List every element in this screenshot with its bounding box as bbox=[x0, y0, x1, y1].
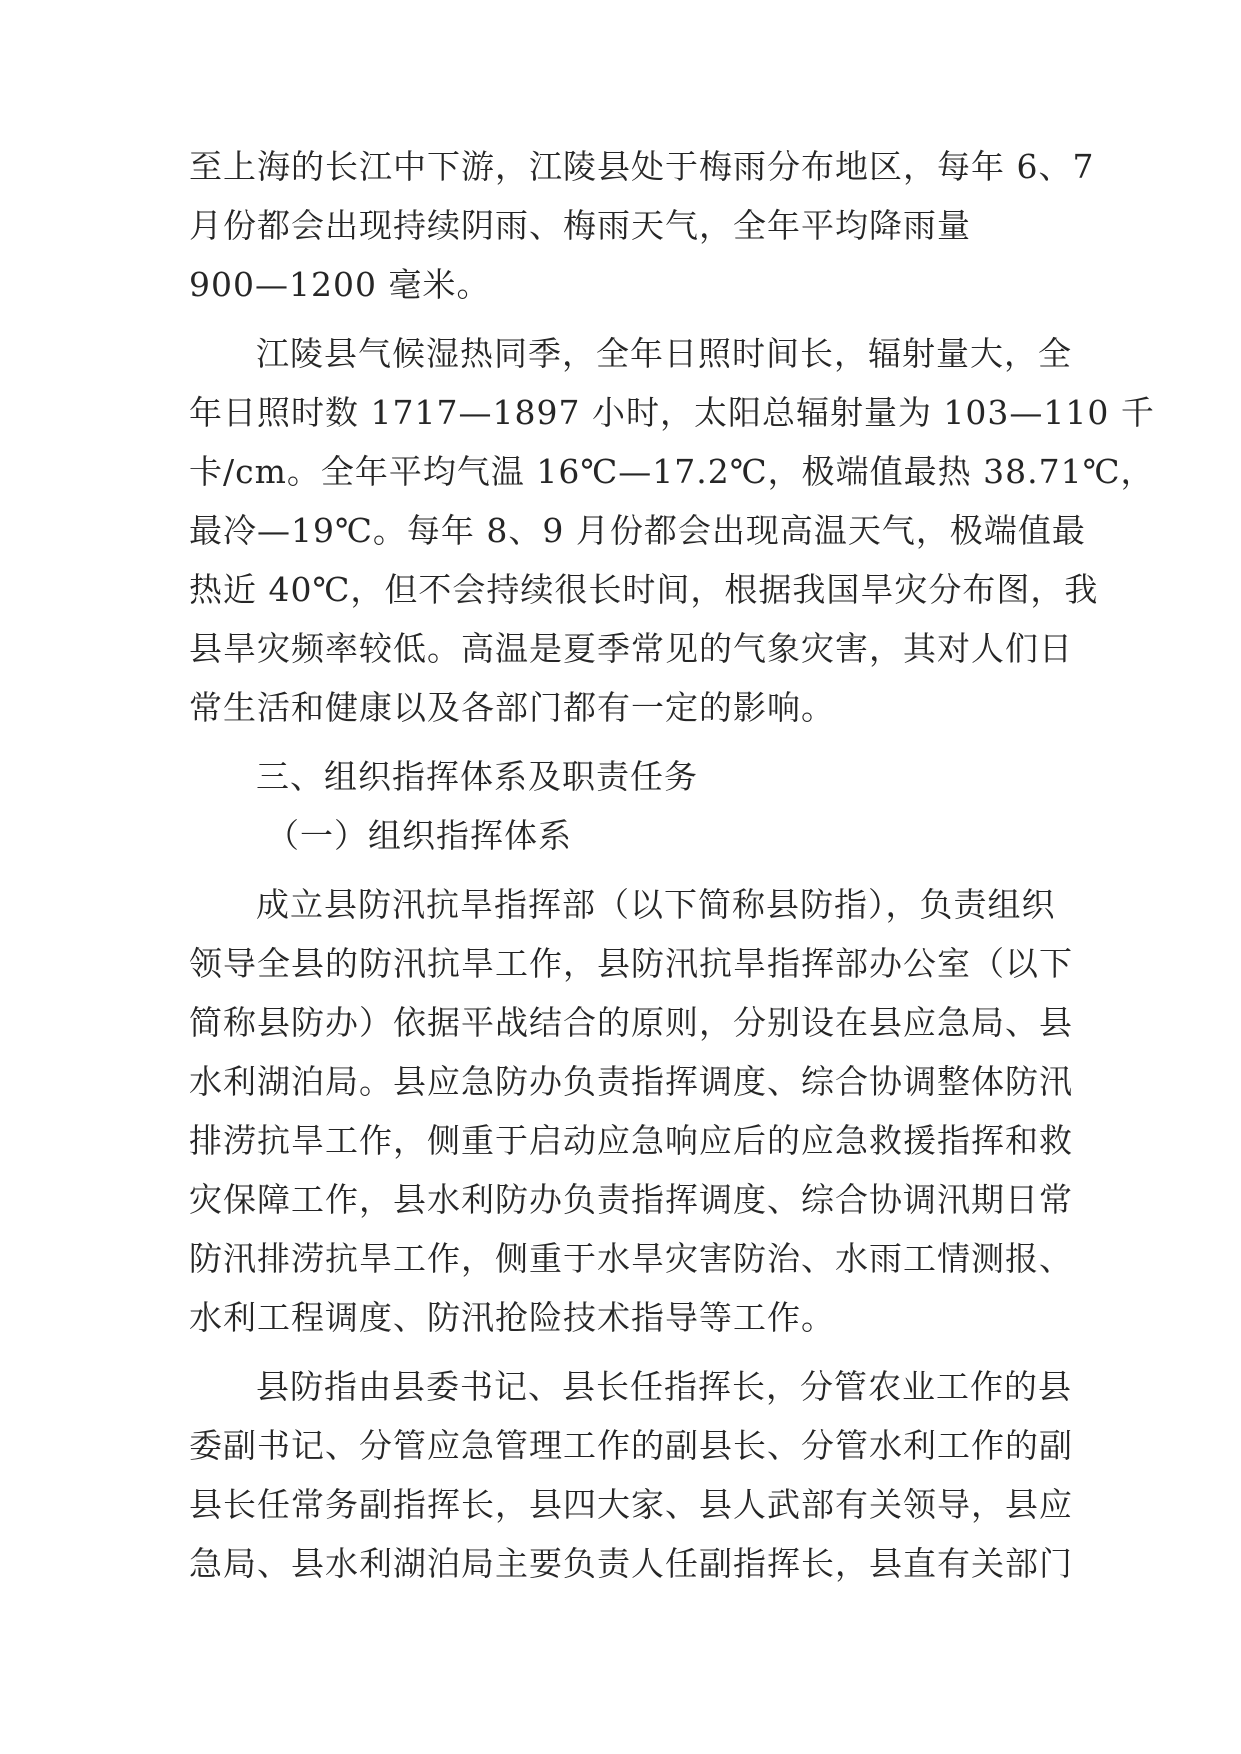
text-line: 简称县防办）依据平战结合的原则，分别设在县应急局、县 bbox=[189, 1003, 1073, 1042]
text-line: 排涝抗旱工作，侧重于启动应急响应后的应急救援指挥和救 bbox=[189, 1121, 1073, 1160]
text-line: 县长任常务副指挥长，县四大家、县人武部有关领导，县应 bbox=[189, 1485, 1073, 1524]
paragraph-first-line: 成立县防汛抗旱指挥部（以下简称县防指），负责组织 bbox=[256, 885, 1056, 924]
text-line: 县旱灾频率较低。高温是夏季常见的气象灾害，其对人们日 bbox=[189, 629, 1073, 668]
text-line: 900—1200 毫米。 bbox=[189, 265, 491, 304]
text-line: 常生活和健康以及各部门都有一定的影响。 bbox=[189, 688, 835, 727]
text-line: 水利湖泊局。县应急防办负责指挥调度、综合协调整体防汛 bbox=[189, 1062, 1073, 1101]
text-line: 月份都会出现持续阴雨、梅雨天气，全年平均降雨量 bbox=[189, 206, 971, 245]
text-line: 委副书记、分管应急管理工作的副县长、分管水利工作的副 bbox=[189, 1426, 1073, 1465]
text-line: 防汛排涝抗旱工作，侧重于水旱灾害防治、水雨工情测报、 bbox=[189, 1239, 1073, 1278]
subsection-heading: （一）组织指挥体系 bbox=[266, 816, 572, 855]
text-line: 至上海的长江中下游，江陵县处于梅雨分布地区，每年 6、7 bbox=[189, 147, 1095, 186]
text-line: 热近 40℃，但不会持续很长时间，根据我国旱灾分布图，我 bbox=[189, 570, 1099, 609]
text-line: 年日照时数 1717—1897 小时，太阳总辐射量为 103—110 千 bbox=[189, 393, 1155, 432]
paragraph-first-line: 县防指由县委书记、县长任指挥长，分管农业工作的县 bbox=[256, 1367, 1072, 1406]
text-line: 灾保障工作，县水利防办负责指挥调度、综合协调汛期日常 bbox=[189, 1180, 1073, 1219]
section-heading: 三、组织指挥体系及职责任务 bbox=[256, 757, 698, 796]
text-line: 急局、县水利湖泊局主要负责人任副指挥长，县直有关部门 bbox=[189, 1544, 1073, 1583]
text-line: 领导全县的防汛抗旱工作，县防汛抗旱指挥部办公室（以下 bbox=[189, 944, 1073, 983]
text-line: 卡/cm。全年平均气温 16℃—17.2℃，极端值最热 38.71℃， bbox=[189, 452, 1155, 491]
paragraph-first-line: 江陵县气候湿热同季，全年日照时间长，辐射量大，全 bbox=[256, 334, 1072, 373]
text-line: 最冷—19℃。每年 8、9 月份都会出现高温天气，极端值最 bbox=[189, 511, 1086, 550]
text-line: 水利工程调度、防汛抢险技术指导等工作。 bbox=[189, 1298, 835, 1337]
